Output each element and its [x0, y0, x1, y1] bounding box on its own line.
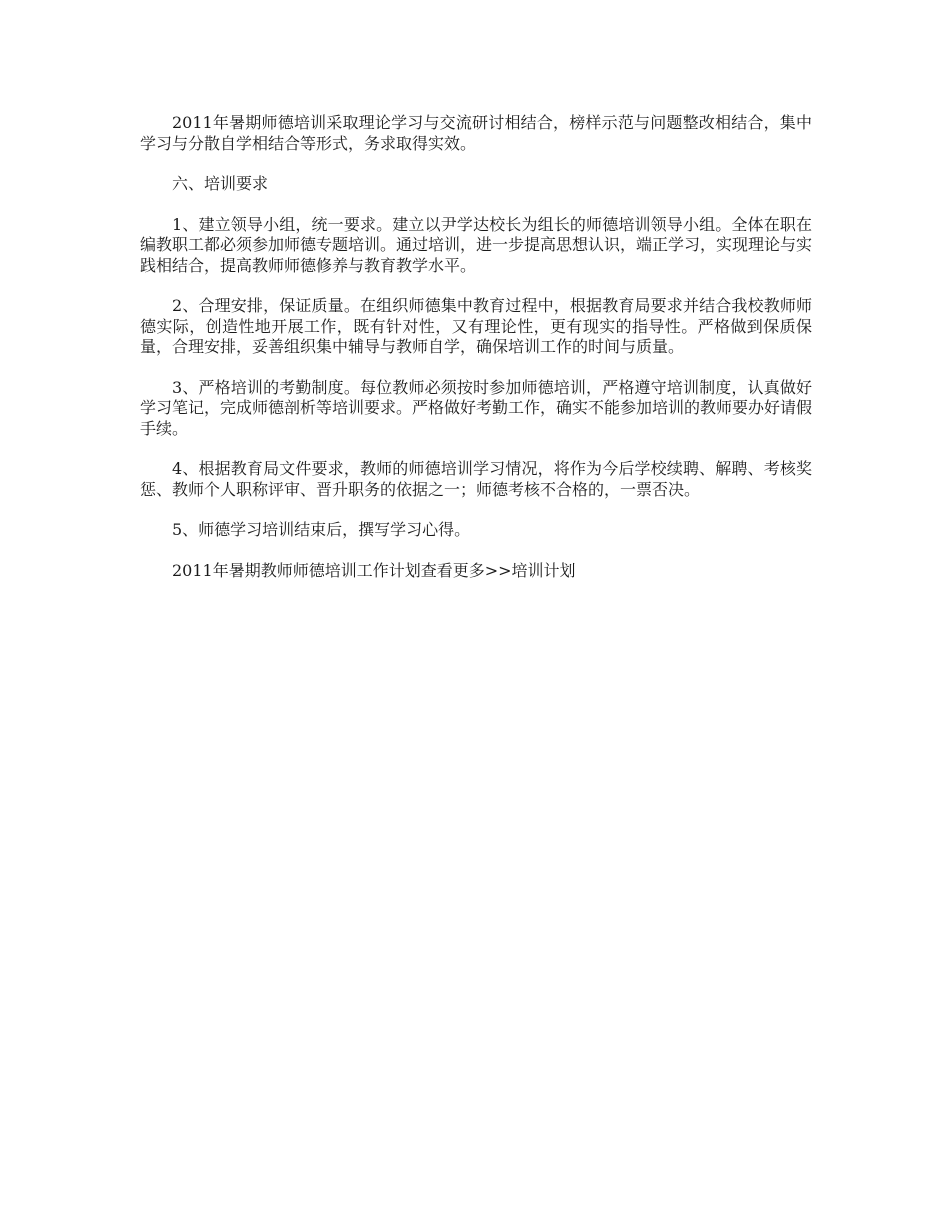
- footer-more-link-line[interactable]: 2011年暑期教师师德培训工作计划查看更多>>培训计划: [172, 560, 576, 580]
- paragraph-requirement-2: 2、合理安排，保证质量。在组织师德集中教育过程中，根据教育局要求并结合我校教师师德实际，创造性地开展工作，既有针对性，又有理论性，更有现实的指导性。严格做到保质保量，合理安排，妥善组织集中辅导与教师自学，确保培训工作的时间与质量。: [140, 296, 812, 356]
- paragraph-requirement-5: 5、师德学习培训结束后，撰写学习心得。: [172, 520, 471, 539]
- section-heading-training-requirements: 六、培训要求: [172, 174, 269, 193]
- document-body: [140, 113, 812, 581]
- paragraph-requirement-4: 4、根据教育局文件要求，教师的师德培训学习情况，将作为今后学校续聘、解聘、考核奖惩、教师个人职称评审、晋升职务的依据之一；师德考核不合格的，一票否决。: [140, 459, 812, 499]
- paragraph-training-format: 2011年暑期师德培训采取理论学习与交流研讨相结合，榜样示范与问题整改相结合，集中学习与分散自学相结合等形式，务求取得实效。: [140, 113, 812, 153]
- paragraph-requirement-1: 1、建立领导小组，统一要求。建立以尹学达校长为组长的师德培训领导小组。全体在职在编教职工都必须参加师德专题培训。通过培训，进一步提高思想认识，端正学习，实现理论与实践相结合，提高教师师德修养与教育教学水平。: [140, 214, 813, 275]
- paragraph-requirement-3: 3、严格培训的考勤制度。每位教师必须按时参加师德培训，严格遵守培训制度，认真做好学习笔记，完成师德剖析等培训要求。严格做好考勤工作，确实不能参加培训的教师要办好请假手续。: [140, 377, 813, 438]
